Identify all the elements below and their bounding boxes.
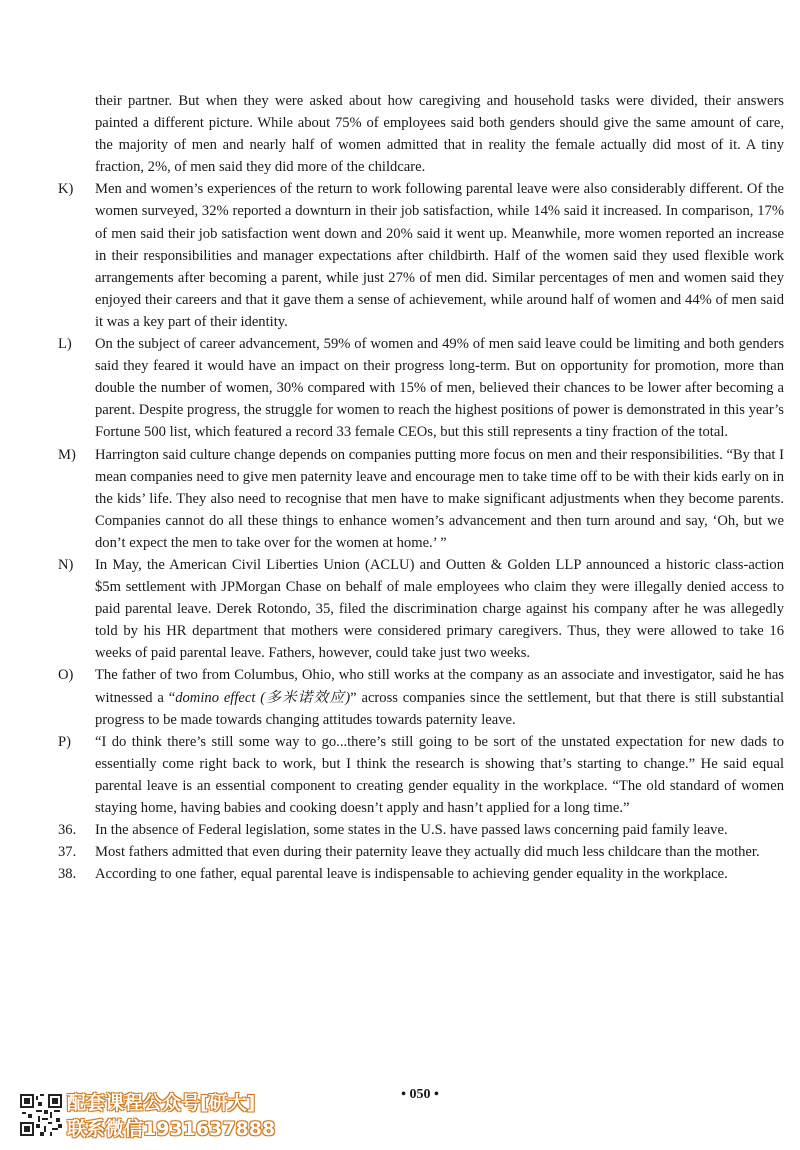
paragraph-label: K) xyxy=(58,181,74,198)
domino-effect-term: domino effect xyxy=(175,689,256,706)
statement-text: Most fathers admitted that even during their paternity leave they actually did much less childcare than the mother. xyxy=(95,844,760,861)
document-body xyxy=(58,90,784,885)
paragraph-continuation xyxy=(58,90,784,178)
paragraph-text: Men and women’s experiences of the return to work following parental leave were also considerably different. Of the women surveyed, 32% reported a downturn in their job satisfaction, while 14% said it increased. In comparison, 17% of men said their job satisfaction went down and 20% said it went up. Meanwhile, more women reported an increase in their responsibilities and manager expectations after childbirth. Half of the women said they used flexible work arrangements after becoming a parent, while just 27% of men did. Similar percentages of men and women said they enjoyed their careers and that it gave them a sense of achievement, while around half of women and 44% of men said it was a key part of their identity. xyxy=(95,181,784,330)
paragraph-label: L) xyxy=(58,336,72,353)
paragraph-k xyxy=(58,178,784,333)
paragraph-text: Harrington said culture change depends on companies putting more focus on men and their responsibilities. “By that I mean companies need to give men paternity leave and encourage men to take time off to be with their kids early on in the kids’ life. They also need to recognise that men have to make significant adjustments when they become parents. Companies cannot do all these things to enhance women’s advancement and then turn around and say, ‘Oh, but we don’t expect the men to take over for the women at home.’ ” xyxy=(95,446,784,551)
statement-number: 36. xyxy=(58,822,77,839)
paragraph-text-end: ” across companies since the settlement, but that there is still substantial progress to be made towards changing attitudes towards paternity leave. xyxy=(95,689,784,728)
paragraph-text-start: The father of two from Columbus, Ohio, who still works at the company as an associate and investigator, said he has witnessed a “ xyxy=(95,667,784,706)
paragraph-p xyxy=(58,731,784,819)
statement-number: 38. xyxy=(58,866,77,883)
paragraph-text: “I do think there’s still some way to go...there’s still going to be sort of the unstated expectation for new dads to essentially come right back to work, but I think the research is showing that’s starting to change.” He said equal parental leave is an essential component to creating gender equality in the workplace. “The old standard of women staying home, having babies and cooking doesn’t apply and hasn’t applied for a long time.” xyxy=(95,733,784,816)
statement-37 xyxy=(58,841,784,863)
promo-line-2: 联系微信1931637888 xyxy=(67,1118,276,1140)
paragraph-text: In May, the American Civil Liberties Union (ACLU) and Outten & Golden LLP announced a historic class-action $5m settlement with JPMorgan Chase on behalf of male employees who claim they were illegally denied access to paid parental leave. Derek Rotondo, 35, filed the discrimination charge against his company after he was allegedly told by his HR department that mothers were considered primary caregivers. Thus, they were allowed to take 16 weeks of paid parental leave. Fathers, however, could take just two weeks. xyxy=(95,556,784,662)
paragraph-l xyxy=(58,333,784,443)
statement-38 xyxy=(58,863,784,885)
paragraph-m xyxy=(58,444,784,554)
paragraph-text xyxy=(95,664,784,730)
chinese-gloss: (多米诺效应) xyxy=(255,689,351,706)
statement-text: In the absence of Federal legislation, some states in the U.S. have passed laws concerning paid family leave. xyxy=(95,822,728,839)
statement-number: 37. xyxy=(58,844,77,861)
statement-36 xyxy=(58,819,784,841)
paragraph-label: N) xyxy=(58,556,74,573)
statement-text: According to one father, equal parental leave is indispensable to achieving gender equality in the workplace. xyxy=(95,866,728,883)
page-number: • 050 • xyxy=(401,1087,439,1102)
paragraph-label: M) xyxy=(58,446,76,463)
paragraph-o xyxy=(58,664,784,730)
paragraph-label: O) xyxy=(58,667,74,684)
qr-code-icon xyxy=(20,1094,62,1136)
paragraph-text: On the subject of career advancement, 59% of women and 49% of men said leave could be limiting and both genders said they feared it would have an impact on their progress long-term. But on opportunity for promotion, more than double the number of women, 30% compared with 15% of men, believed their chances to be lower after becoming a parent. Despite progress, the struggle for women to reach the highest positions of power is demonstrated in this year’s Fortune 500 list, which featured a record 33 female CEOs, but this still represents a tiny fraction of the total. xyxy=(95,336,784,441)
paragraph-text: their partner. But when they were asked about how caregiving and household tasks were divided, their answers painted a different picture. While about 75% of employees said both genders should give the same amount of care, the majority of men and nearly half of women admitted that in reality the female actually did most of it. A tiny fraction, 2%, of men said they did more of the childcare. xyxy=(95,93,784,176)
paragraph-label: P) xyxy=(58,733,71,750)
promo-line-1: 配套课程公众号[研大] xyxy=(67,1092,256,1114)
footer-watermark xyxy=(20,1092,320,1144)
paragraph-n xyxy=(58,554,784,664)
